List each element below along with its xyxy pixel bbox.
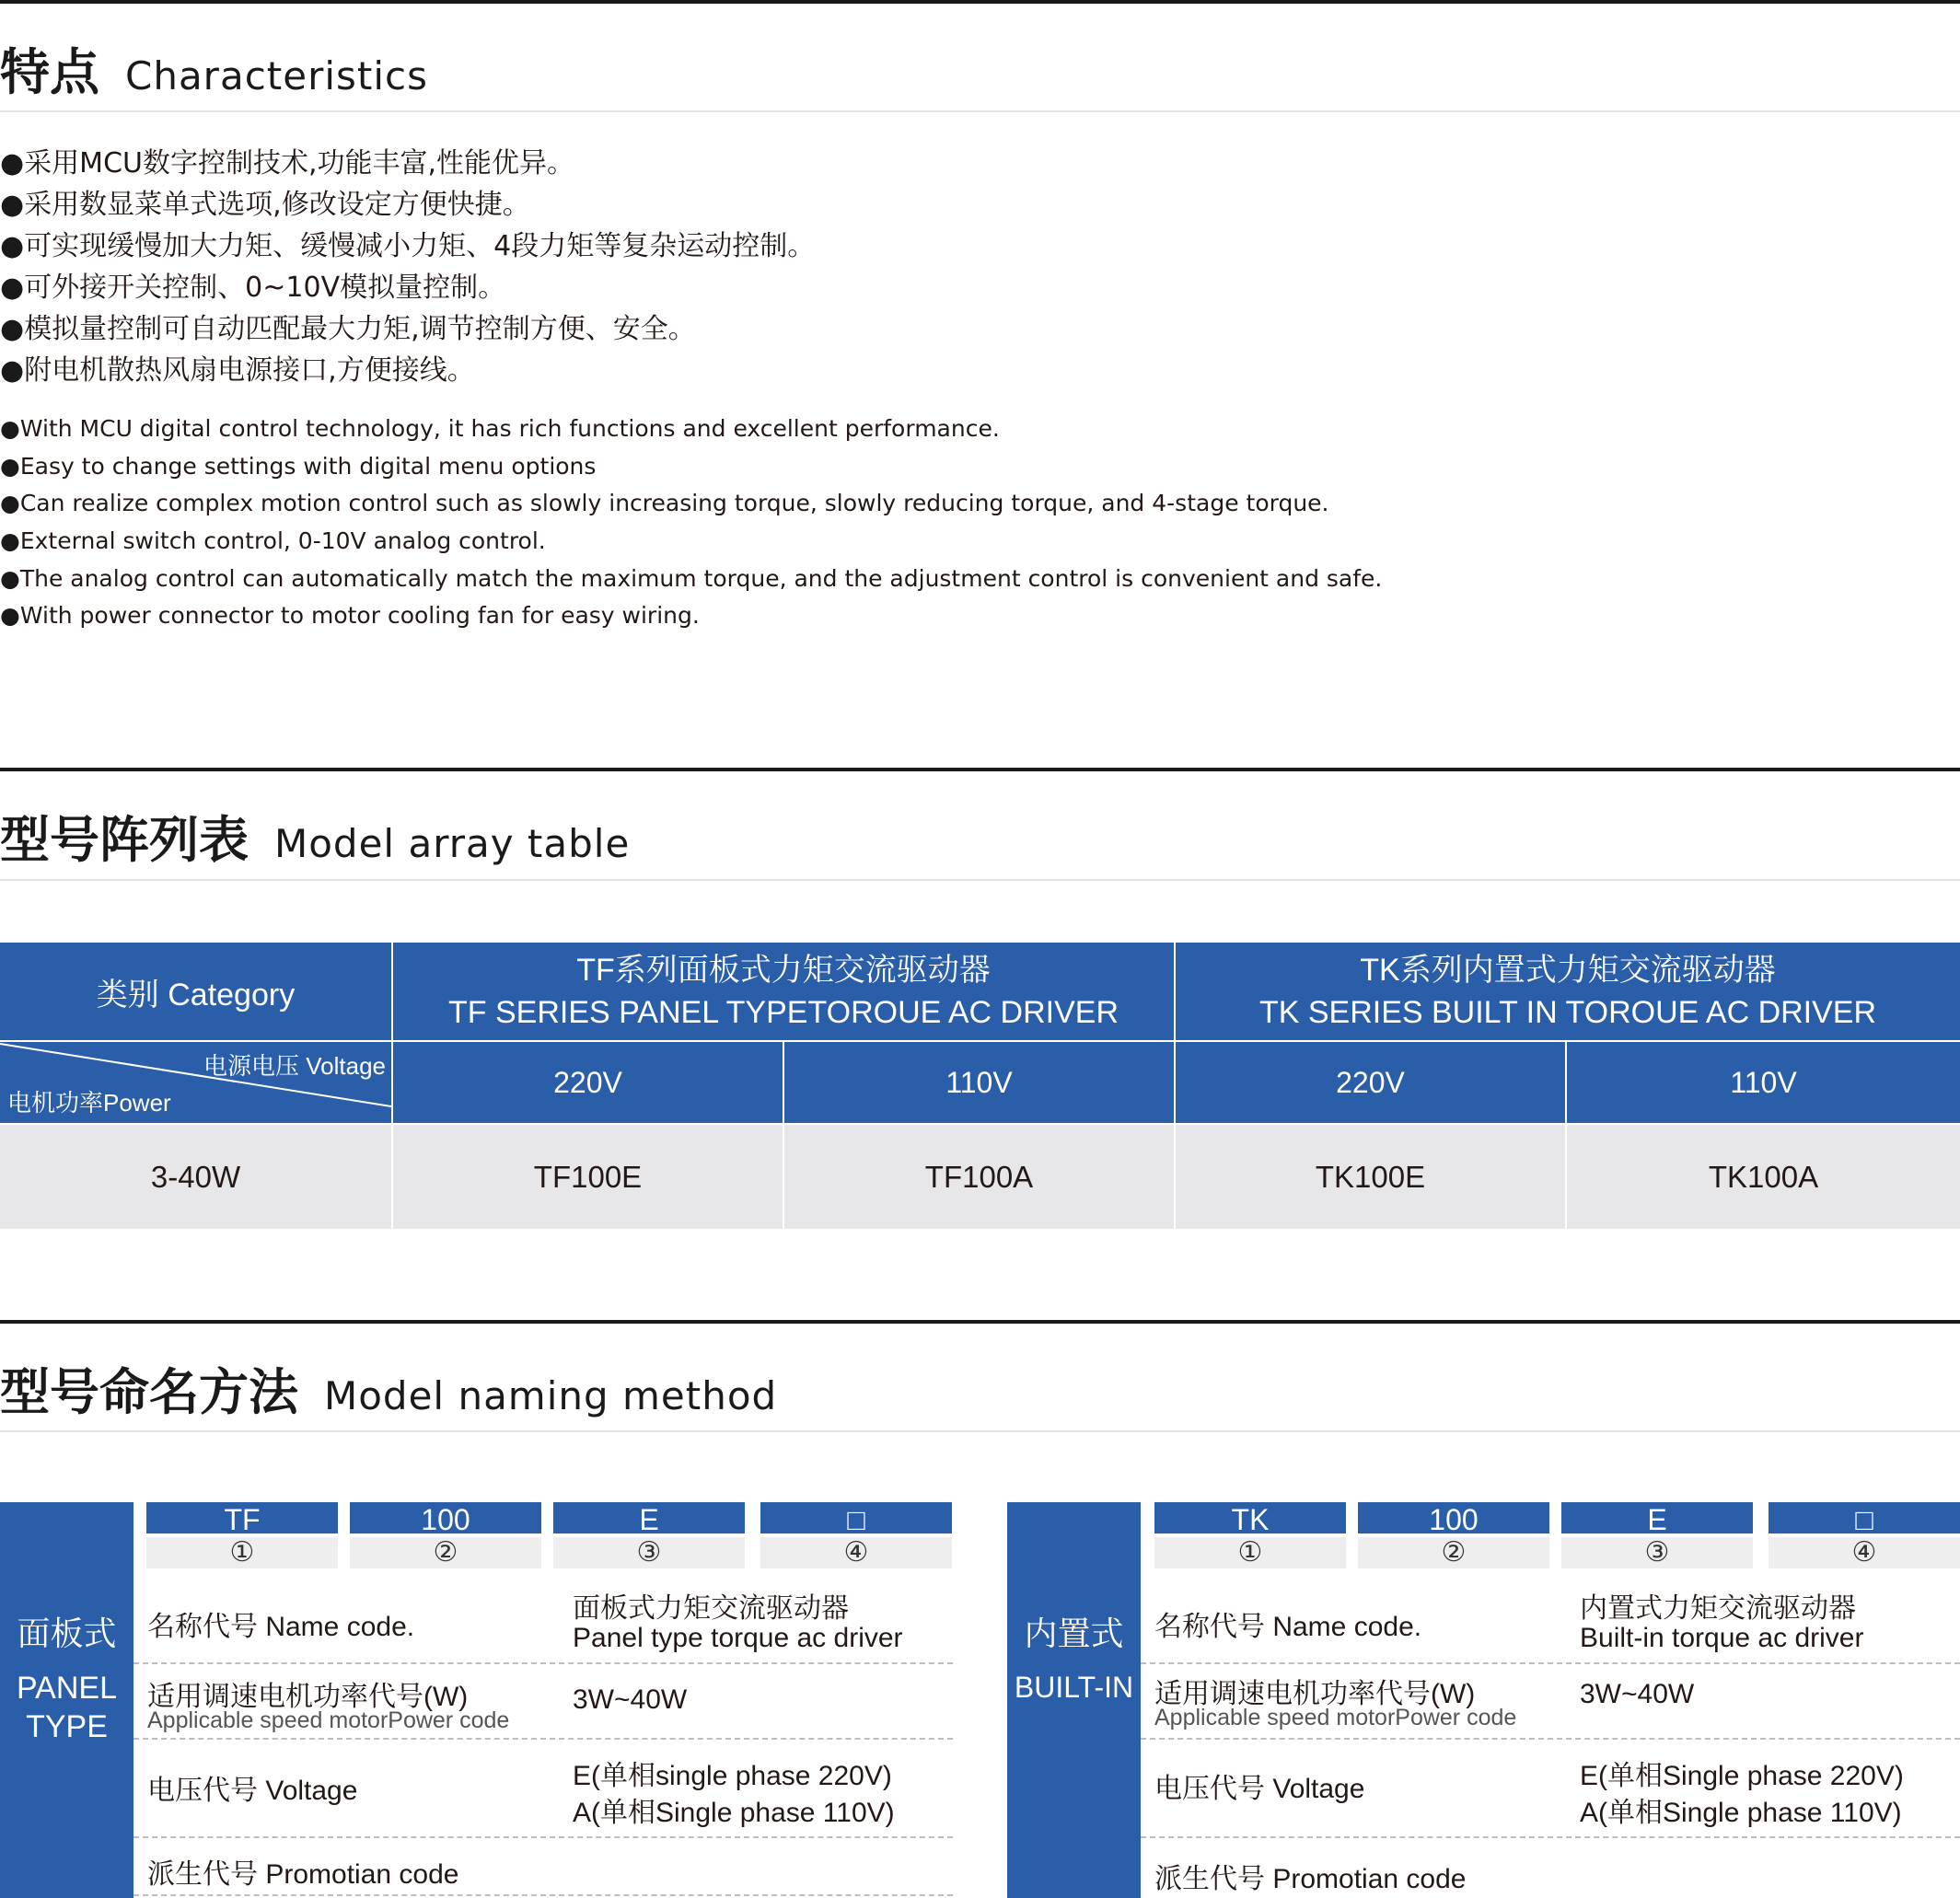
- feature-en-item: [0, 411, 1382, 448]
- array-top-rule: [0, 768, 1960, 771]
- model-cell: [393, 1125, 783, 1229]
- tf-series-header: [393, 943, 1174, 1040]
- tk-series-cn: TK系列内置式力矩交流驱动器: [1360, 953, 1776, 988]
- power-code-label-cn: 适用调速电机功率代号(W): [1154, 1679, 1476, 1709]
- name-desc-cn: 面板式力矩交流驱动器: [573, 1593, 849, 1624]
- row-divider: [133, 1836, 953, 1838]
- power-code-label-en: Applicable speed motorPower code: [1154, 1705, 1517, 1730]
- tf-220v-header: [393, 1042, 783, 1123]
- code-index: ③: [1561, 1537, 1753, 1568]
- panel-side-cn: 面板式: [17, 1614, 117, 1652]
- voltage-code-label: 电压代号 Voltage: [147, 1776, 358, 1806]
- feature-cn-item: [0, 143, 815, 184]
- voltage-value: 220V: [1336, 1065, 1405, 1099]
- naming-heading: [0, 1353, 777, 1424]
- feature-cn-text: 采用MCU数字控制技术,功能丰富,性能优异。: [24, 147, 575, 179]
- builtin-side-label: [1007, 1502, 1141, 1898]
- feature-en-item: [0, 561, 1382, 598]
- code-index: ①: [146, 1537, 338, 1568]
- voltage-a-desc: A(单相Single phase 110V): [573, 1798, 895, 1828]
- tk-220v-header: [1176, 1042, 1565, 1123]
- code-index: ②: [350, 1537, 541, 1568]
- feature-en-text: Easy to change settings with digital menu options: [19, 452, 597, 480]
- features-cn-list: [0, 143, 815, 391]
- feature-cn-text: 可外接开关控制、0~10V模拟量控制。: [24, 272, 506, 304]
- feature-en-text: External switch control, 0-10V analog control.: [19, 527, 546, 555]
- row-divider: [133, 1662, 953, 1664]
- category-header: [0, 943, 391, 1040]
- power-code-label-cn: 适用调速电机功率代号(W): [147, 1682, 469, 1712]
- panel-side-en1: PANEL: [17, 1671, 117, 1706]
- feature-en-text: With MCU digital control technology, it has rich functions and excellent performance.: [19, 415, 1000, 442]
- model-array-table: [0, 943, 1960, 1209]
- feature-en-item: [0, 485, 1382, 523]
- panel-side-en2: TYPE: [26, 1709, 108, 1744]
- bullet-icon: ●: [0, 230, 25, 262]
- tf-110v-header: [784, 1042, 1174, 1123]
- bullet-icon: ●: [0, 147, 25, 179]
- bullet-icon: ●: [0, 415, 20, 442]
- bullet-icon: ●: [0, 490, 20, 517]
- feature-cn-text: 采用数显菜单式选项,修改设定方便快捷。: [24, 189, 530, 221]
- array-heading: [0, 801, 630, 872]
- model-value: TK100E: [1315, 1159, 1426, 1194]
- model-cell: [784, 1125, 1174, 1229]
- tk-series-en: TK SERIES BUILT IN TOROUE AC DRIVER: [1258, 995, 1877, 1030]
- name-desc-en: Panel type torque ac driver: [573, 1623, 903, 1653]
- naming-top-rule: [0, 1320, 1960, 1324]
- model-cell: [1176, 1125, 1565, 1229]
- power-code-value: 3W~40W: [1580, 1679, 1695, 1709]
- bullet-icon: ●: [0, 189, 25, 221]
- voltage-e-desc: E(单相Single phase 220V): [1580, 1761, 1904, 1791]
- power-code-value: 3W~40W: [573, 1684, 688, 1715]
- bullet-icon: ●: [0, 452, 20, 480]
- characteristics-title-en: Characteristics: [125, 53, 429, 98]
- code-segment: TF: [146, 1502, 338, 1533]
- feature-cn-item: [0, 350, 815, 391]
- promo-code-label: 派生代号 Promotian code: [1154, 1864, 1467, 1894]
- code-segment: E: [1561, 1502, 1753, 1533]
- model-value: TF100A: [924, 1159, 1034, 1194]
- model-value: TF100E: [533, 1159, 643, 1194]
- feature-en-item: [0, 448, 1382, 486]
- feature-en-item: [0, 597, 1382, 635]
- feature-cn-text: 可实现缓慢加大力矩、缓慢减小力矩、4段力矩等复杂运动控制。: [24, 230, 816, 262]
- top-rule: [0, 0, 1960, 4]
- code-segment: 100: [1358, 1502, 1549, 1533]
- row-divider: [1141, 1662, 1960, 1664]
- promo-code-label: 派生代号 Promotian code: [147, 1859, 459, 1890]
- bullet-icon: ●: [0, 564, 20, 592]
- tk-series-header: [1176, 943, 1960, 1040]
- feature-cn-item: [0, 308, 815, 350]
- voltage-e-desc: E(单相single phase 220V): [573, 1761, 892, 1791]
- array-title-en: Model array table: [274, 821, 631, 866]
- name-desc-en: Built-in torque ac driver: [1580, 1623, 1864, 1653]
- name-code-label: 名称代号 Name code.: [147, 1612, 415, 1642]
- bullet-icon: ●: [0, 527, 20, 555]
- feature-cn-item: [0, 267, 815, 308]
- code-segment: □: [760, 1502, 952, 1533]
- bullet-icon: ●: [0, 272, 25, 304]
- voltage-label: 电源电压 Voltage: [203, 1052, 386, 1080]
- code-segment: □: [1769, 1502, 1960, 1533]
- name-code-label: 名称代号 Name code.: [1154, 1612, 1422, 1642]
- voltage-value: 220V: [553, 1065, 622, 1099]
- panel-side-label: [0, 1502, 133, 1898]
- voltage-code-label: 电压代号 Voltage: [1154, 1774, 1365, 1804]
- feature-en-text: With power connector to motor cooling fan for easy wiring.: [19, 602, 700, 630]
- features-en-list: [0, 411, 1382, 635]
- code-index: ④: [760, 1537, 952, 1568]
- characteristics-title-cn: 特点: [0, 43, 99, 101]
- model-value: TK100A: [1708, 1159, 1819, 1194]
- feature-en-text: The analog control can automatically match the maximum torque, and the adjustment control is convenient and safe.: [19, 564, 1383, 592]
- category-label: 类别 Category: [96, 977, 296, 1013]
- feature-cn-item: [0, 226, 815, 267]
- characteristics-divider: [0, 110, 1960, 112]
- code-index: ④: [1769, 1537, 1960, 1568]
- array-divider: [0, 879, 1960, 881]
- voltage-value: 110V: [1730, 1065, 1797, 1099]
- power-value: 3-40W: [150, 1159, 241, 1194]
- naming-title-cn: 型号命名方法: [0, 1363, 298, 1421]
- tf-series-en: TF SERIES PANEL TYPETOROUE AC DRIVER: [447, 995, 1119, 1030]
- feature-en-item: [0, 523, 1382, 561]
- voltage-power-corner: [0, 1042, 391, 1123]
- naming-title-en: Model naming method: [324, 1373, 778, 1418]
- power-cell: [0, 1125, 391, 1229]
- code-segment: TK: [1154, 1502, 1346, 1533]
- bullet-icon: ●: [0, 313, 25, 345]
- array-title-cn: 型号阵列表: [0, 811, 249, 869]
- code-index: ①: [1154, 1537, 1346, 1568]
- row-divider: [133, 1894, 953, 1896]
- voltage-a-desc: A(单相Single phase 110V): [1580, 1798, 1902, 1828]
- row-divider: [1141, 1836, 1960, 1838]
- code-index: ③: [553, 1537, 745, 1568]
- characteristics-heading: [0, 33, 428, 104]
- bullet-icon: ●: [0, 354, 25, 387]
- code-index: ②: [1358, 1537, 1549, 1568]
- builtin-side-en: BUILT-IN: [1014, 1671, 1134, 1704]
- naming-divider: [0, 1430, 1960, 1432]
- feature-cn-text: 附电机散热风扇电源接口,方便接线。: [24, 354, 475, 387]
- code-segment: 100: [350, 1502, 541, 1533]
- model-cell: [1567, 1125, 1960, 1229]
- power-code-label-en: Applicable speed motorPower code: [147, 1707, 510, 1733]
- code-segment: E: [553, 1502, 745, 1533]
- power-label: 电机功率Power: [7, 1089, 171, 1117]
- builtin-side-cn: 内置式: [1024, 1614, 1124, 1652]
- row-divider: [1141, 1738, 1960, 1740]
- feature-en-text: Can realize complex motion control such as slowly increasing torque, slowly reducing torque, and 4-stage torque.: [19, 490, 1329, 517]
- name-desc-cn: 内置式力矩交流驱动器: [1580, 1593, 1856, 1624]
- feature-cn-item: [0, 184, 815, 226]
- tk-110v-header: [1567, 1042, 1960, 1123]
- voltage-value: 110V: [945, 1065, 1013, 1099]
- bullet-icon: ●: [0, 602, 20, 630]
- feature-cn-text: 模拟量控制可自动匹配最大力矩,调节控制方便、安全。: [24, 313, 696, 345]
- row-divider: [133, 1738, 953, 1740]
- tf-series-cn: TF系列面板式力矩交流驱动器: [576, 953, 991, 988]
